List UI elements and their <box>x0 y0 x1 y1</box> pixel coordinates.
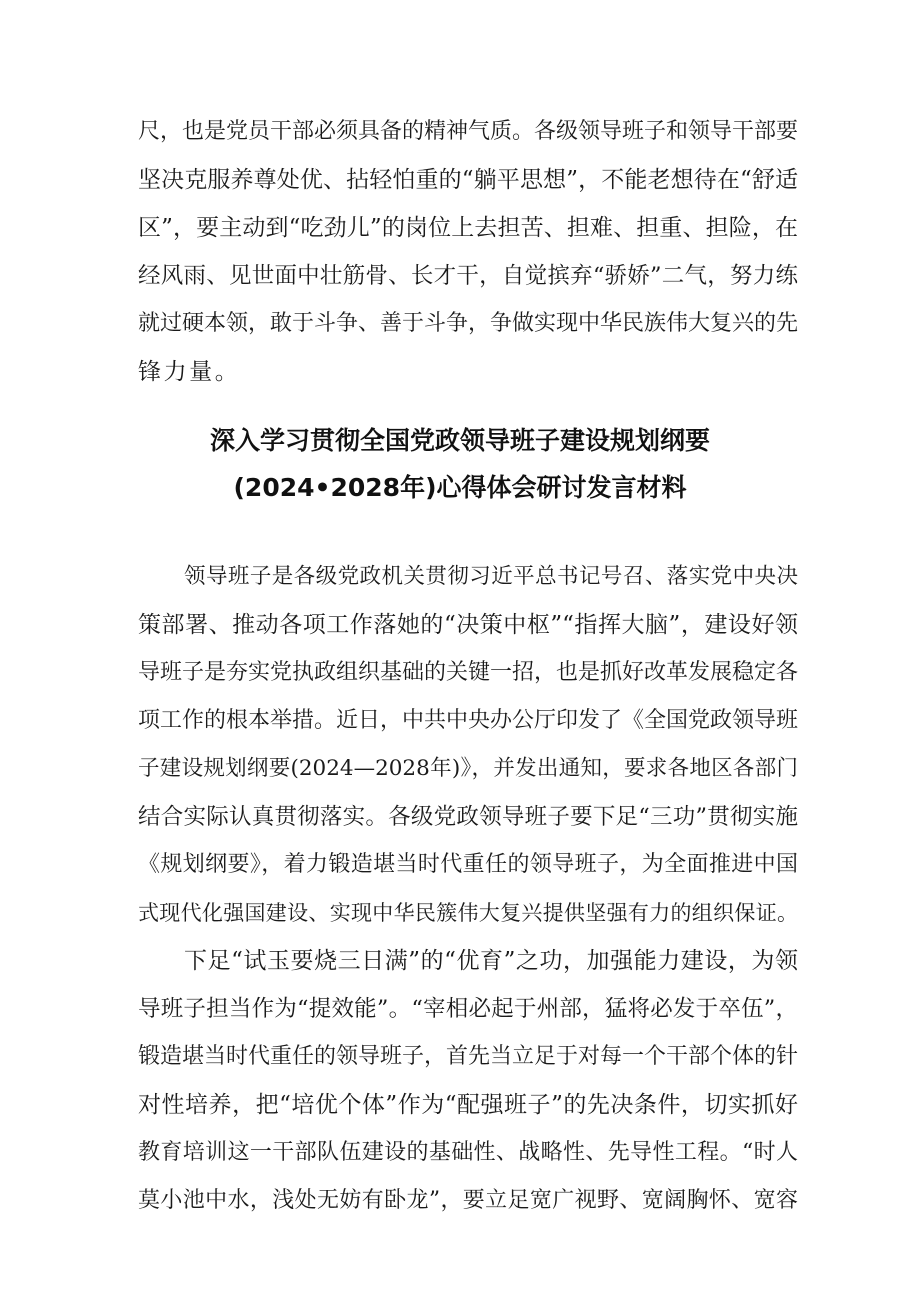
body-text-line: 锋力量。 <box>138 359 241 385</box>
body-text-line: 对性培养，把“培优个体”作为“配强班子”的先决条件，切实抓好 <box>138 1092 798 1118</box>
section-title-line-2: (2024•2028年)心得体会研讨发言材料 <box>233 473 687 502</box>
body-text-line: 策部署、推动各项工作落她的“决策中枢”“指挥大脑”，建设好领 <box>138 612 798 638</box>
body-text-line: 锻造堪当时代重任的领导班子，首先当立足于对每一个干部个体的针 <box>138 1044 799 1069</box>
body-text-line: 尺，也是党员干部必须具备的精神气质。各级领导班子和领导干部要 <box>138 119 799 144</box>
body-text-line: 导班子担当作为“提效能”。“宰相必起于州部，猛将必发于卒伍”， <box>138 996 798 1022</box>
section-title-line-1: 深入学习贯彻全国党政领导班子建设规划纲要 <box>209 426 710 455</box>
body-text-line: 经风雨、见世面中壮筋骨、长才干，自觉摈弃“骄娇”二气，努力练 <box>138 263 798 289</box>
body-text-line: 坚决克服养尊处优、拈轻怕重的“躺平思想”，不能老想待在“舒适 <box>138 167 798 193</box>
body-text-line: 项工作的根本举措。近日，中共中央办公厅印发了《全国党政领导班 <box>138 708 799 733</box>
body-text-line: 结合实际认真贯彻落实。各级党政领导班子要下足“三功”贯彻实施 <box>138 804 798 830</box>
body-text-line: 莫小池中水，浅处无妨有卧龙”，要立足宽广视野、宽阔胸怀、宽容 <box>138 1188 798 1213</box>
body-text-line: 《规划纲要》，着力锻造堪当时代重任的领导班子，为全面推进中国 <box>138 852 798 877</box>
body-text-line: 区”，要主动到“吃劲儿”的岗位上去担苦、担难、担重、担险，在 <box>138 215 798 241</box>
body-text-line: 式现代化强国建设、实现中华民簇伟大复兴提供坚强有力的组织保证。 <box>138 901 798 925</box>
body-text-line: 就过硬本领，敢于斗争、善于斗争，争做实现中华民族伟大复兴的先 <box>138 311 799 336</box>
body-text-line: 下足“试玉要烧三日满”的“优育”之功，加强能力建设，为领 <box>184 948 798 974</box>
body-text-line: 领导班子是各级党政机关贯彻习近平总书记号召、落实党中央决 <box>184 564 798 589</box>
body-text-line: 子建设规划纲要(2024—2028年)》，并发出通知，要求各地区各部门 <box>138 756 798 781</box>
body-text-line: 导班子是夯实党执政组织基础的关键一招，也是抓好改革发展稳定各 <box>138 660 799 685</box>
body-text-line: 教育培训这一干部队伍建设的基础性、战略性、先导性工程。“时人 <box>138 1140 798 1165</box>
